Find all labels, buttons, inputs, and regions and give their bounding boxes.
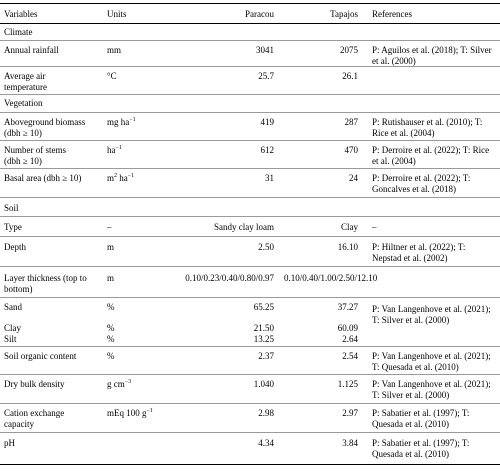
cell-reference: P: Hiltner et al. (2022); T: Nepstad et al. (2002) — [372, 242, 466, 263]
cell-variable: Cation exchange capacity — [4, 408, 65, 429]
cell-paracou: 13.25 — [253, 334, 274, 344]
cell-variable: Depth — [4, 242, 26, 252]
cell-unit: $ha^{-1}$ — [107, 145, 122, 155]
divider — [0, 403, 500, 404]
divider — [0, 297, 500, 298]
cell-paracou: 31 — [265, 173, 274, 183]
cell-tapajos: 2.97 — [342, 408, 358, 418]
cell-tapajos: 1.125 — [337, 379, 358, 389]
cell-paracou: 2.50 — [258, 242, 274, 252]
cell-paracou: 65.25 — [253, 302, 274, 312]
header-variables: Variables — [4, 9, 38, 19]
cell-variable: Layer thickness (top to bottom) — [4, 273, 87, 294]
cell-paracou: 2.37 — [258, 351, 274, 361]
cell-reference: P: Derroire et al. (2022); T: Goncalves et al. (2018) — [372, 173, 471, 194]
divider — [0, 168, 500, 169]
cell-reference: P: Sabatier et al. (1997); T: Quesada et al. (2010) — [372, 408, 470, 429]
section-soil: Soil — [4, 203, 19, 213]
cell-paracou: 1.040 — [253, 379, 274, 389]
cell-paracou: Sandy clay loam — [214, 222, 274, 232]
cell-paracou: 419 — [260, 117, 274, 127]
divider — [0, 112, 500, 113]
cell-unit: mg $ha^{-1}$ — [107, 117, 136, 127]
cell-unit: mm — [107, 45, 122, 55]
section-climate: Climate — [4, 27, 33, 37]
cell-unit: – — [107, 222, 112, 232]
cell-tapajos: 37.27 — [337, 302, 358, 312]
cell-variable: Dry bulk density — [4, 379, 65, 389]
cell-tapajos: 60.09 — [337, 323, 358, 333]
cell-tapajos: 3.84 — [342, 438, 358, 448]
divider — [0, 236, 500, 237]
cell-variable: Silt — [4, 334, 17, 344]
cell-paracou: 21.50 — [253, 323, 274, 333]
cell-paracou: 25.7 — [258, 71, 274, 81]
cell-unit: g $cm^{-3}$ — [107, 379, 132, 389]
header-paracou: Paracou — [245, 9, 274, 19]
cell-variable: Type — [4, 222, 22, 232]
divider — [0, 216, 500, 217]
cell-unit: °C — [107, 71, 117, 81]
cell-tapajos: 2.54 — [342, 351, 358, 361]
cell-paracou: 0.10/0.23/0.40/0.80/0.97 — [185, 273, 274, 283]
header-references: References — [372, 9, 412, 19]
cell-variable: Number of stems (dbh ≥ 10) — [4, 145, 66, 166]
cell-variable: Soil organic content — [4, 351, 77, 361]
divider — [0, 140, 500, 141]
cell-unit: % — [107, 302, 115, 312]
divider — [0, 197, 500, 198]
cell-tapajos: Clay — [341, 222, 358, 232]
divider — [0, 66, 500, 67]
cell-variable: Annual rainfall — [4, 45, 59, 55]
cell-unit: % — [107, 323, 115, 333]
cell-tapajos: 2.64 — [342, 334, 358, 344]
cell-reference: P: Van Langenhove et al. (2021); T: Quesada et al. (2010) — [372, 351, 491, 372]
header-units: Units — [107, 9, 127, 19]
cell-paracou: 2.98 — [258, 408, 274, 418]
cell-tapajos: 470 — [344, 145, 358, 155]
cell-variable: pH — [4, 438, 15, 448]
top-rule — [0, 3, 500, 4]
cell-reference: – — [372, 222, 377, 232]
section-vegetation: Vegetation — [4, 98, 43, 108]
header-rule — [0, 23, 500, 24]
cell-tapajos: 0.10/0.40/1.00/2.50/12.10 — [284, 273, 378, 283]
divider — [0, 432, 500, 433]
cell-reference: P: Rutishauser et al. (2010); T: Rice et al. (2004) — [372, 117, 483, 138]
cell-reference: P: Aguilos et al. (2018); T: Silver et al. (2000) — [372, 45, 492, 66]
cell-tapajos: 24 — [349, 173, 358, 183]
bottom-rule — [0, 464, 500, 465]
cell-tapajos: 2075 — [340, 45, 358, 55]
cell-tapajos: 287 — [344, 117, 358, 127]
divider — [0, 94, 500, 95]
cell-variable: Clay — [4, 323, 21, 333]
cell-unit: mEq 100 $g^{-1}$ — [107, 408, 153, 418]
cell-reference: P: Derroire et al. (2022); T: Rice et al. (2004) — [372, 145, 490, 166]
cell-paracou: 612 — [260, 145, 274, 155]
divider — [0, 40, 500, 41]
cell-unit: m — [107, 242, 115, 252]
cell-reference: P: Sabatier et al. (1997); T: Quesada et al. (2010) — [372, 438, 470, 459]
cell-tapajos: 16.10 — [337, 242, 358, 252]
divider — [0, 374, 500, 375]
cell-variable: Aboveground biomass (dbh ≥ 10) — [4, 117, 86, 138]
cell-reference: P: Van Langenhove et al. (2021); T: Silver et al. (2000) — [372, 304, 491, 325]
cell-unit: % — [107, 351, 115, 361]
divider — [0, 266, 500, 267]
cell-paracou: 3041 — [256, 45, 274, 55]
cell-unit: % — [107, 334, 115, 344]
cell-variable: Sand — [4, 302, 22, 312]
cell-variable: Basal area (dbh ≥ 10) — [4, 173, 82, 183]
divider — [0, 346, 500, 347]
cell-paracou: 4.34 — [258, 438, 274, 448]
header-tapajos: Tapajos — [330, 9, 358, 19]
cell-unit: $m^2$ $ha^{-1}$ — [107, 173, 135, 183]
cell-unit: m — [107, 273, 115, 283]
cell-variable: Average air temperature — [4, 71, 47, 92]
cell-reference: P: Van Langenhove et al. (2021); T: Silver et al. (2000) — [372, 379, 491, 400]
cell-tapajos: 26.1 — [342, 71, 358, 81]
